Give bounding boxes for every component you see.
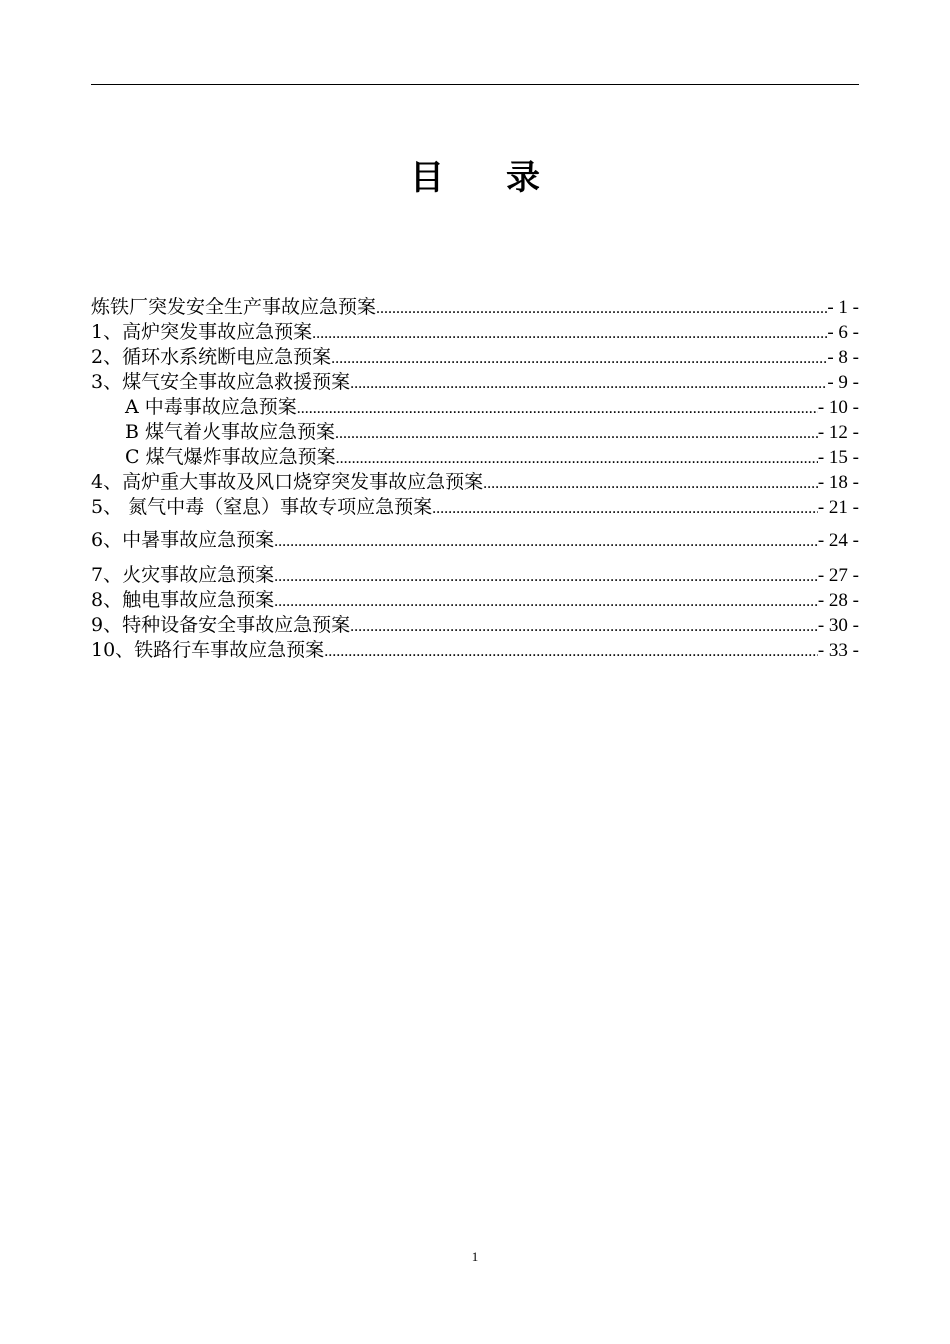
- toc-entry-label: A 中毒事故应急预案: [125, 396, 297, 418]
- toc-entry-page: - 18 -: [817, 472, 859, 493]
- toc-entry-label: 炼铁厂突发安全生产事故应急预案: [91, 296, 377, 318]
- toc-entry[interactable]: [91, 295, 859, 320]
- toc-leader-dots: [432, 498, 818, 520]
- toc-entry-page: - 28 -: [817, 590, 859, 611]
- toc-leader-dots: [274, 531, 818, 553]
- toc-entry-label: 4、高炉重大事故及风口烧穿突发事故应急预案: [91, 471, 484, 493]
- toc-entry[interactable]: [91, 345, 859, 370]
- toc-leader-dots: [376, 298, 827, 320]
- toc-subentry[interactable]: [91, 420, 859, 445]
- toc-entry[interactable]: [91, 588, 859, 613]
- toc-entry-label: 8、触电事故应急预案: [91, 589, 275, 611]
- toc-entry-label: 9、特种设备安全事故应急预案: [91, 614, 351, 636]
- toc-entry-page: - 8 -: [827, 347, 859, 368]
- toc-entry-label: C 煤气爆炸事故应急预案: [125, 446, 336, 468]
- toc-entry[interactable]: [91, 320, 859, 345]
- toc-leader-dots: [350, 373, 827, 395]
- toc-leader-dots: [297, 398, 818, 420]
- toc-leader-dots: [335, 423, 818, 445]
- toc-entry-page: - 10 -: [817, 397, 859, 418]
- toc-entry-page: - 12 -: [817, 422, 859, 443]
- toc-leader-dots: [312, 323, 827, 345]
- toc-entry[interactable]: [91, 470, 859, 495]
- toc-entry-page: - 33 -: [817, 640, 859, 661]
- toc-leader-dots: [350, 616, 818, 638]
- toc-entry-label: B 煤气着火事故应急预案: [125, 421, 336, 443]
- toc-leader-dots: [274, 591, 818, 613]
- toc-leader-dots: [483, 473, 818, 495]
- header-rule: [91, 84, 859, 85]
- toc-entry-label: 3、煤气安全事故应急救援预案: [91, 371, 351, 393]
- toc-entry-label: 5、 氮气中毒（窒息）事故专项应急预案: [91, 496, 433, 518]
- toc-leader-dots: [324, 641, 818, 663]
- toc-entry[interactable]: [91, 370, 859, 395]
- toc-entry-label: 7、火灾事故应急预案: [91, 564, 275, 586]
- title-char-2: 录: [506, 158, 540, 198]
- toc-entry-label: 2、循环水系统断电应急预案: [91, 346, 332, 368]
- toc-entry-page: - 21 -: [817, 497, 859, 518]
- toc-entry[interactable]: [91, 638, 859, 663]
- toc-subentry[interactable]: [91, 445, 859, 470]
- toc-entry-page: - 27 -: [817, 565, 859, 586]
- toc-entry-label: 1、高炉突发事故应急预案: [91, 321, 313, 343]
- toc-entry[interactable]: [91, 528, 859, 553]
- toc-entry[interactable]: [91, 495, 859, 520]
- toc-entry-page: - 24 -: [817, 530, 859, 551]
- toc-leader-dots: [331, 348, 827, 370]
- page-number: 1: [471, 1249, 479, 1264]
- toc-entry[interactable]: [91, 563, 859, 588]
- toc-entry-page: - 9 -: [827, 372, 859, 393]
- page-title: [0, 150, 950, 199]
- toc-leader-dots: [274, 566, 818, 588]
- toc-entry-page: - 1 -: [827, 297, 859, 318]
- toc-entry-page: - 15 -: [817, 447, 859, 468]
- title-char-1: 目: [410, 158, 444, 198]
- table-of-contents: [91, 295, 859, 663]
- toc-entry[interactable]: [91, 613, 859, 638]
- toc-leader-dots: [336, 448, 818, 470]
- toc-entry-label: 10、铁路行车事故应急预案: [91, 639, 325, 661]
- toc-entry-label: 6、中暑事故应急预案: [91, 529, 275, 551]
- toc-subentry[interactable]: [91, 395, 859, 420]
- toc-entry-page: - 6 -: [827, 322, 859, 343]
- toc-entry-page: - 30 -: [817, 615, 859, 636]
